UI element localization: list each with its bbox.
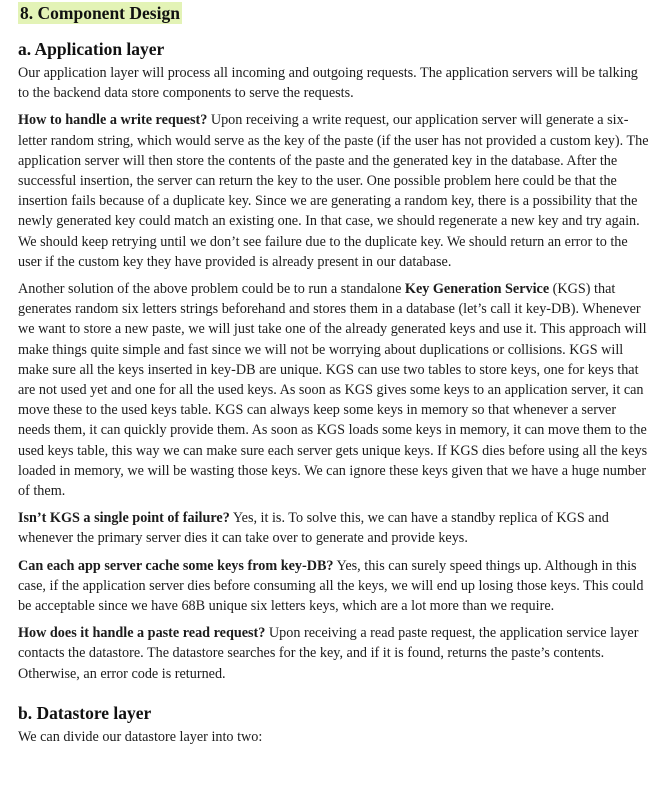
paragraph-body: Yes, it is. To solve this, we can have a standby replica of KGS and whenever the primary server dies it can take over to generate and provide keys. (18, 510, 609, 547)
paragraph-body: Upon receiving a read paste request, the application service layer contacts the datastore. The datastore searches for the key, and if it is found, returns the paste’s contents. Otherwise, an error code is returned. (18, 625, 639, 682)
paragraph-datastore-intro: We can divide our datastore layer into two: (18, 728, 263, 745)
paragraph-body: (KGS) that generates random six letters strings beforehand and stores them in a database (let’s call it key-DB). Whenever we want to store a new paste, we will just take one of the already generated keys and use it. This approach will make things quite simple and fast since we will not be worrying about duplications or collisions. KGS will make sure all the keys inserted in key-DB are unique. KGS can use two tables to store keys, one for keys that are not used yet and one for all the used keys. As soon as KGS gives some keys to an application server, it can move these to the used keys table. KGS can always keep some keys in memory so that whenever a server needs them, it can quickly provide them. As soon as KGS loads some keys in memory, it can move them to the used keys table, this way we can make sure each server gets unique keys. If KGS dies before using all the keys loaded in memory, we will be wasting those keys. We can ignore these keys given that we have a huge number of them. (18, 281, 648, 500)
subsection-title-datastore-layer: b. Datastore layer (18, 702, 152, 723)
paragraph-read-request (18, 623, 649, 684)
paragraph-body: Yes, this can surely speed things up. Although in this case, if the application server dies before consuming all the keys, we will end up losing those keys. This could be acceptable since we have 68B unique six letters keys, which are a lot more than we require. (18, 557, 644, 615)
subsection-title-application-layer: a. Application layer (18, 39, 165, 59)
kgs-term: Key Generation Service (404, 281, 550, 298)
paragraph-lead: How does it handle a paste read request? (18, 625, 266, 642)
paragraph-write-request (18, 110, 649, 272)
paragraph-single-point-failure (18, 508, 649, 548)
paragraph-lead: How to handle a write request? (18, 112, 208, 129)
section-title: 8. Component Design (20, 3, 180, 23)
paragraph-cache-keys (18, 556, 649, 617)
paragraph-body: Another solution of the above problem could be to run a standalone (18, 281, 405, 298)
paragraph-body: Upon receiving a write request, our application server will generate a six-letter random string, which would serve as the key of the paste (if the user has not provided a custom key). The application server will then store the contents of the paste and the generated key in the database. After the successful insertion, the server can return the key to the user. One possible problem here could be that the insertion fails because of a duplicate key. Since we are generating a random key, there is a possibility that the newly generated key could match an existing one. In that case, we should regenerate a new key and try again. We should keep retrying until we don’t see failure due to the duplicate key. We should return an error to the user if the custom key they have provided is already present in our database. (18, 112, 649, 270)
paragraph-lead: Isn’t KGS a single point of failure? (18, 510, 230, 527)
paragraph-kgs (18, 279, 649, 501)
paragraph-lead: Can each app server cache some keys from key-DB? (18, 557, 334, 574)
paragraph-intro: Our application layer will process all incoming and outgoing requests. The application servers will be talking to the backend data store components to serve the requests. (18, 65, 638, 102)
